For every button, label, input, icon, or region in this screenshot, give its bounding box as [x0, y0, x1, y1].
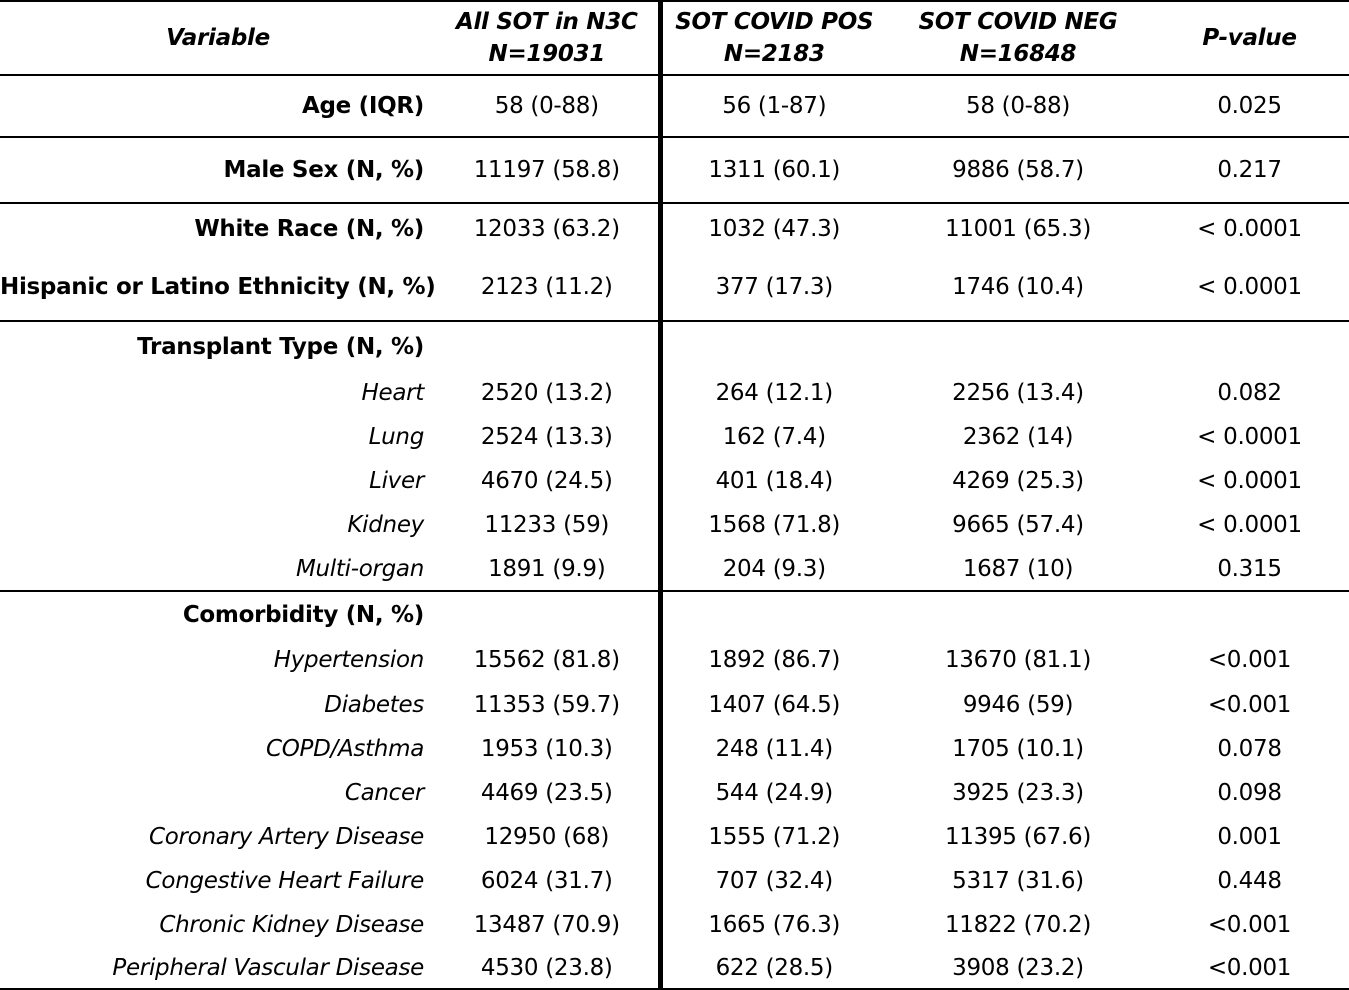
- header-covid-pos: [660, 1, 886, 75]
- cell-pvalue: 0.078: [1217, 736, 1282, 762]
- cell-covid-pos: 401 (18.4): [715, 468, 833, 494]
- row-label: COPD/Asthma: [265, 736, 424, 762]
- cell-all-sot: 11353 (59.7): [436, 683, 660, 727]
- cell-covid-pos: 1568 (71.8): [708, 512, 841, 538]
- cell-pvalue: < 0.0001: [1197, 273, 1302, 300]
- cell-covid-neg: 1705 (10.1): [952, 736, 1084, 762]
- cell-covid-pos: 1892 (86.7): [708, 647, 841, 673]
- row-label: Liver: [369, 468, 424, 494]
- cell-all-sot: 11233 (59): [436, 503, 660, 547]
- cell-covid-neg: 3925 (23.3): [952, 780, 1084, 806]
- cell-pvalue: [1150, 591, 1349, 637]
- cell-covid-neg: [886, 321, 1150, 371]
- row-label: Transplant Type (N, %): [0, 321, 436, 371]
- table-row: [0, 253, 1349, 321]
- cell-all-sot: 1953 (10.3): [436, 727, 660, 771]
- row-label: Peripheral Vascular Disease: [0, 947, 436, 989]
- table-row: [0, 903, 1349, 947]
- cell-all-sot: 2524 (13.3): [436, 415, 660, 459]
- cell-covid-pos: 377 (17.3): [715, 273, 833, 300]
- cell-pvalue: 0.025: [1217, 93, 1282, 119]
- table-row: [0, 459, 1349, 503]
- cell-pvalue: <0.001: [1150, 947, 1349, 989]
- header-all-sot-n: N=19031: [488, 41, 605, 67]
- cell-all-sot: 58 (0-88): [436, 75, 660, 137]
- cell-covid-pos: 162 (7.4): [722, 424, 826, 450]
- row-label: Hispanic or Latino Ethnicity (N, %): [0, 273, 436, 300]
- cell-covid-neg: 11395 (67.6): [944, 824, 1092, 850]
- cell-covid-pos: 56 (1-87): [722, 93, 827, 119]
- cell-covid-neg: 11822 (70.2): [944, 912, 1092, 938]
- cell-pvalue: 0.098: [1217, 780, 1282, 806]
- cell-pvalue: < 0.0001: [1150, 203, 1349, 253]
- row-label: Kidney: [347, 512, 424, 538]
- cell-pvalue: 0.217: [1150, 137, 1349, 203]
- cell-pvalue: [1150, 321, 1349, 371]
- cell-covid-neg: 5317 (31.6): [952, 868, 1084, 894]
- cell-covid-pos: 264 (12.1): [715, 380, 833, 406]
- cell-pvalue: < 0.0001: [1197, 468, 1302, 494]
- cell-covid-pos: 204 (9.3): [722, 555, 826, 582]
- row-label: Congestive Heart Failure: [145, 868, 424, 894]
- table-row: [0, 815, 1349, 859]
- cell-covid-neg: 3908 (23.2): [886, 947, 1150, 989]
- cell-covid-neg: 9946 (59): [962, 692, 1074, 718]
- header-covid-pos-title: SOT COVID POS: [675, 9, 874, 35]
- header-covid-pos-n: N=2183: [723, 41, 825, 67]
- cell-pvalue: < 0.0001: [1197, 512, 1302, 538]
- table-row: [0, 503, 1349, 547]
- cell-covid-neg: 1687 (10): [962, 555, 1074, 582]
- cell-pvalue: 0.315: [1217, 555, 1282, 582]
- row-label: Multi-organ: [295, 555, 424, 582]
- table-row: [0, 137, 1349, 203]
- table-row: [0, 415, 1349, 459]
- cell-all-sot: 13487 (70.9): [436, 903, 660, 947]
- cell-all-sot: [436, 591, 660, 637]
- cell-covid-pos: [660, 591, 886, 637]
- cell-all-sot: 2520 (13.2): [436, 371, 660, 415]
- row-label: Age (IQR): [301, 93, 424, 119]
- cell-covid-neg: 2256 (13.4): [952, 380, 1084, 406]
- cell-pvalue: 0.448: [1217, 868, 1282, 894]
- cell-pvalue: 0.001: [1217, 824, 1282, 850]
- cell-all-sot: 15562 (81.8): [436, 637, 660, 683]
- row-label: Hypertension: [273, 647, 424, 673]
- cell-covid-neg: 2362 (14): [962, 424, 1074, 450]
- table-row: [0, 637, 1349, 683]
- cell-all-sot: 6024 (31.7): [436, 859, 660, 903]
- table-body: [0, 75, 1349, 989]
- cell-all-sot: 4670 (24.5): [436, 459, 660, 503]
- cell-pvalue: <0.001: [1207, 912, 1292, 938]
- header-row: [0, 1, 1349, 75]
- table-row: [0, 321, 1349, 371]
- cell-covid-neg: 9886 (58.7): [886, 137, 1150, 203]
- row-label: Diabetes: [324, 692, 424, 718]
- row-label: Coronary Artery Disease: [148, 824, 424, 850]
- header-variable: Variable: [0, 1, 436, 75]
- cell-all-sot: 4530 (23.8): [436, 947, 660, 989]
- cell-covid-neg: 9665 (57.4): [952, 512, 1084, 538]
- row-label: Comorbidity (N, %): [0, 591, 436, 637]
- cell-pvalue: 0.082: [1217, 380, 1282, 406]
- table-row: [0, 771, 1349, 815]
- cell-covid-pos: 544 (24.9): [715, 780, 833, 806]
- cell-covid-pos: 1311 (60.1): [660, 137, 886, 203]
- row-label: Chronic Kidney Disease: [159, 912, 424, 938]
- cell-covid-neg: 1746 (10.4): [952, 273, 1084, 300]
- table-row: [0, 591, 1349, 637]
- cell-covid-pos: 1407 (64.5): [708, 692, 841, 718]
- cell-covid-neg: 11001 (65.3): [886, 203, 1150, 253]
- table-row: [0, 683, 1349, 727]
- row-label: White Race (N, %): [0, 203, 436, 253]
- cell-covid-pos: 248 (11.4): [715, 736, 833, 762]
- cell-covid-neg: 58 (0-88): [965, 93, 1071, 119]
- header-covid-neg-n: N=16848: [959, 41, 1077, 67]
- cell-all-sot: 2123 (11.2): [436, 253, 660, 321]
- row-label: Male Sex (N, %): [0, 137, 436, 203]
- header-pvalue: P-value: [1150, 1, 1349, 75]
- cell-pvalue: <0.001: [1207, 647, 1292, 673]
- table-row: [0, 547, 1349, 591]
- table-row: [0, 75, 1349, 137]
- cell-covid-neg: 13670 (81.1): [944, 647, 1092, 673]
- row-label: Lung: [368, 424, 424, 450]
- header-all-sot: [436, 1, 660, 75]
- table-row: [0, 727, 1349, 771]
- cell-covid-pos: 707 (32.4): [715, 868, 833, 894]
- cell-covid-pos: 622 (28.5): [660, 947, 886, 989]
- cell-covid-pos: 1665 (76.3): [708, 912, 841, 938]
- cell-pvalue: < 0.0001: [1197, 424, 1302, 450]
- cell-pvalue: <0.001: [1207, 692, 1292, 718]
- cell-all-sot: 1891 (9.9): [436, 547, 660, 591]
- header-covid-neg: [886, 1, 1150, 75]
- cell-all-sot: 12033 (63.2): [436, 203, 660, 253]
- cell-all-sot: 11197 (58.8): [436, 137, 660, 203]
- cell-all-sot: 12950 (68): [436, 815, 660, 859]
- cell-all-sot: [436, 321, 660, 371]
- header-covid-neg-title: SOT COVID NEG: [918, 9, 1118, 35]
- table-row: [0, 203, 1349, 253]
- cell-all-sot: 4469 (23.5): [436, 771, 660, 815]
- cell-covid-neg: 4269 (25.3): [952, 468, 1084, 494]
- cell-covid-pos: [660, 321, 886, 371]
- header-all-sot-title: All SOT in N3C: [455, 9, 638, 35]
- cell-covid-pos: 1032 (47.3): [660, 203, 886, 253]
- table-row: [0, 371, 1349, 415]
- row-label: Cancer: [344, 780, 424, 806]
- cell-covid-neg: [886, 591, 1150, 637]
- row-label: Heart: [361, 380, 424, 406]
- cell-covid-pos: 1555 (71.2): [708, 824, 841, 850]
- table-row: [0, 859, 1349, 903]
